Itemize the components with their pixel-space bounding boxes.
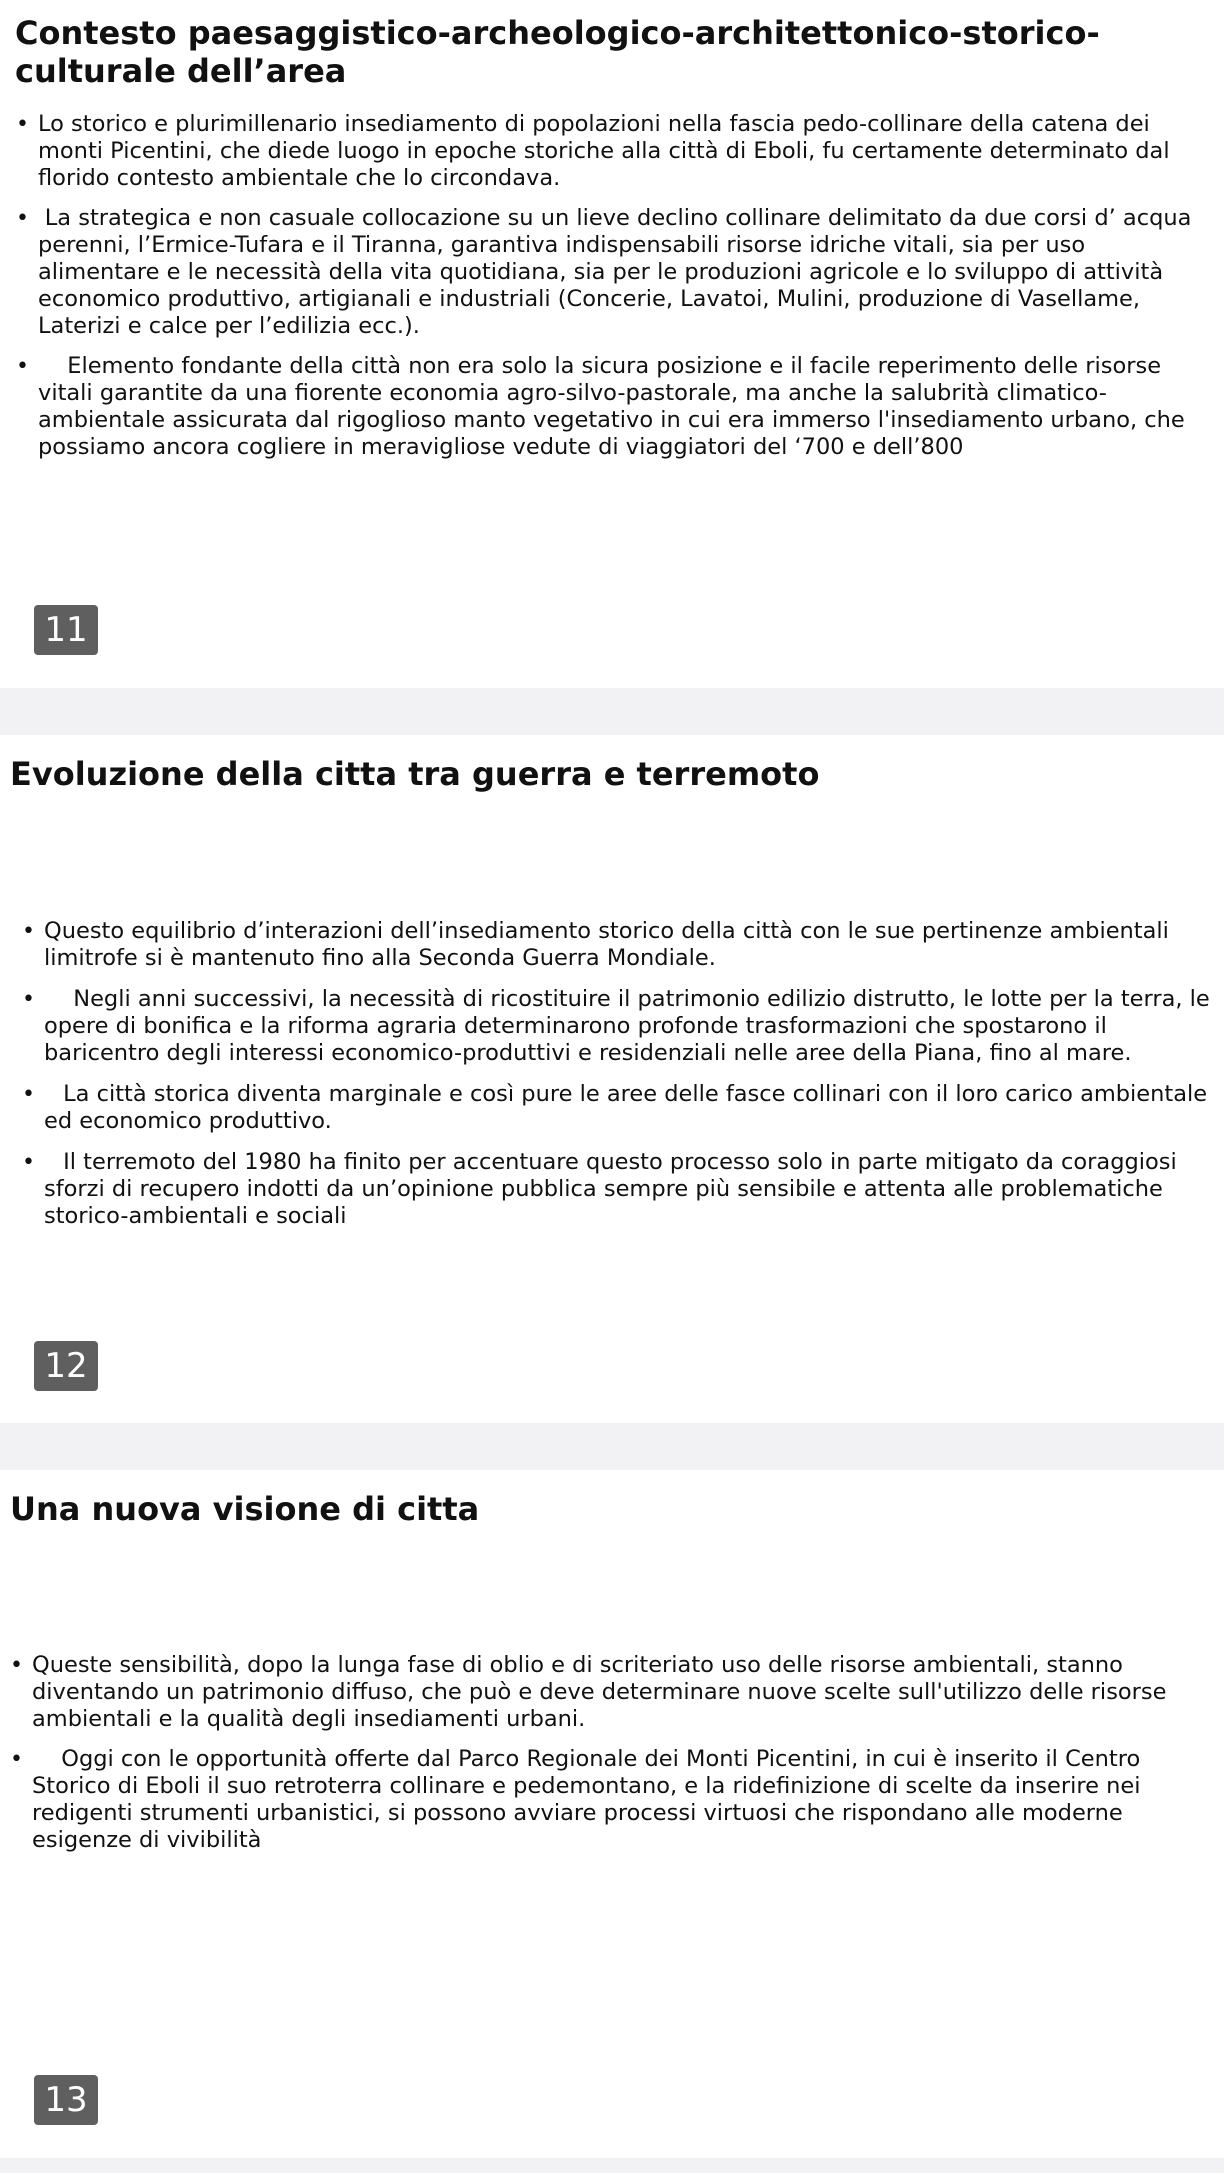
list-item bbox=[10, 205, 1210, 340]
bullet-list bbox=[10, 111, 1210, 474]
slide-title: Contesto paesaggistico-archeologico-architettonico-storico-culturale dell’area bbox=[15, 14, 1100, 90]
list-item bbox=[16, 1081, 1216, 1135]
bullet-text: Negli anni successivi, la necessità di ricostituire il patrimonio edilizio distrutto, le lotte per la terra, le opere di bonifica e la riforma agraria determinarono profonde trasformazioni che spostarono il baricentro degli interessi economico-produttivi e residenziali nelle aree della Piana, fino al mare. bbox=[44, 986, 1210, 1066]
bullet-dot-icon: • bbox=[16, 112, 29, 137]
list-item bbox=[16, 986, 1216, 1067]
list-item bbox=[4, 1746, 1214, 1854]
bullet-text: Oggi con le opportunità offerte dal Parco Regionale dei Monti Picentini, in cui è inserito il Centro Storico di Eboli il suo retroterra collinare e pedemontano, e la ridefinizione di scelte da inserire nei redigenti strumenti urbanistici, si possono avviare processi virtuosi che rispondano alle moderne esigenze di vivibilità bbox=[32, 1746, 1141, 1853]
bullet-text: La strategica e non casuale collocazione su un lieve declino collinare delimitato da due corsi d’ acqua perenni, l’Ermice-Tufara e il Tiranna, garantiva indispensabili risorse idriche vitali, sia per uso alimentare e le necessità della vita quotidiana, sia per le produzioni agricole e lo sviluppo di attività economico produttivo, artigianali e industriali (Concerie, Lavatoi, Mulini, produzione di Vasellame, Laterizi e calce per l’edilizia ecc.). bbox=[38, 205, 1192, 339]
list-item bbox=[16, 918, 1216, 972]
bullet-dot-icon: • bbox=[16, 206, 29, 231]
bullet-dot-icon: • bbox=[22, 919, 35, 944]
slide-title: Evoluzione della citta tra guerra e terremoto bbox=[10, 755, 820, 793]
list-item bbox=[4, 1652, 1214, 1733]
list-item bbox=[10, 111, 1210, 192]
slide-12 bbox=[0, 735, 1224, 1423]
bullet-dot-icon: • bbox=[16, 354, 29, 379]
bullet-text: Il terremoto del 1980 ha finito per accentuare questo processo solo in parte mitigato da coraggiosi sforzi di recupero indotti da un’opinione pubblica sempre più sensibile e attenta alle problematiche storico-ambientali e sociali bbox=[44, 1149, 1177, 1229]
bullet-dot-icon: • bbox=[22, 987, 35, 1012]
bullet-list bbox=[16, 918, 1216, 1244]
bullet-text: La città storica diventa marginale e così pure le aree delle fasce collinari con il loro carico ambientale ed economico produttivo. bbox=[44, 1081, 1208, 1134]
page-number-badge: 11 bbox=[34, 605, 98, 655]
bullet-dot-icon: • bbox=[10, 1747, 23, 1772]
slide-title: Una nuova visione di citta bbox=[10, 1490, 480, 1528]
page-number-badge: 12 bbox=[34, 1341, 98, 1391]
bullet-text: Questo equilibrio d’interazioni dell’insediamento storico della città con le sue pertinenze ambientali limitrofe si è mantenuto fino alla Seconda Guerra Mondiale. bbox=[44, 918, 1169, 971]
bullet-text: Lo storico e plurimillenario insediamento di popolazioni nella fascia pedo-collinare della catena dei monti Picentini, che diede luogo in epoche storiche alla città di Eboli, fu certamente determinato dal florido contesto ambientale che lo circondava. bbox=[38, 111, 1170, 191]
slide-13 bbox=[0, 1470, 1224, 2158]
slide-11 bbox=[0, 0, 1224, 688]
bullet-dot-icon: • bbox=[10, 1653, 23, 1678]
list-item bbox=[10, 353, 1210, 461]
bullet-dot-icon: • bbox=[22, 1150, 35, 1175]
bullet-text: Queste sensibilità, dopo la lunga fase di oblio e di scriteriato uso delle risorse ambientali, stanno diventando un patrimonio diffuso, che può e deve determinare nuove scelte sull'utilizzo delle risorse ambientali e la qualità degli insediamenti urbani. bbox=[32, 1652, 1167, 1732]
bullet-dot-icon: • bbox=[22, 1082, 35, 1107]
bullet-text: Elemento fondante della città non era solo la sicura posizione e il facile reperimento delle risorse vitali garantite da una fiorente economia agro-silvo-pastorale, ma anche la salubrità climatico-ambientale assicurata dal rigoglioso manto vegetativo in cui era immerso l'insediamento urbano, che possiamo ancora cogliere in meravigliose vedute di viaggiatori del ‘700 e dell’800 bbox=[38, 353, 1185, 460]
page-number-badge: 13 bbox=[34, 2075, 98, 2125]
list-item bbox=[16, 1149, 1216, 1230]
bullet-list bbox=[4, 1652, 1214, 1867]
